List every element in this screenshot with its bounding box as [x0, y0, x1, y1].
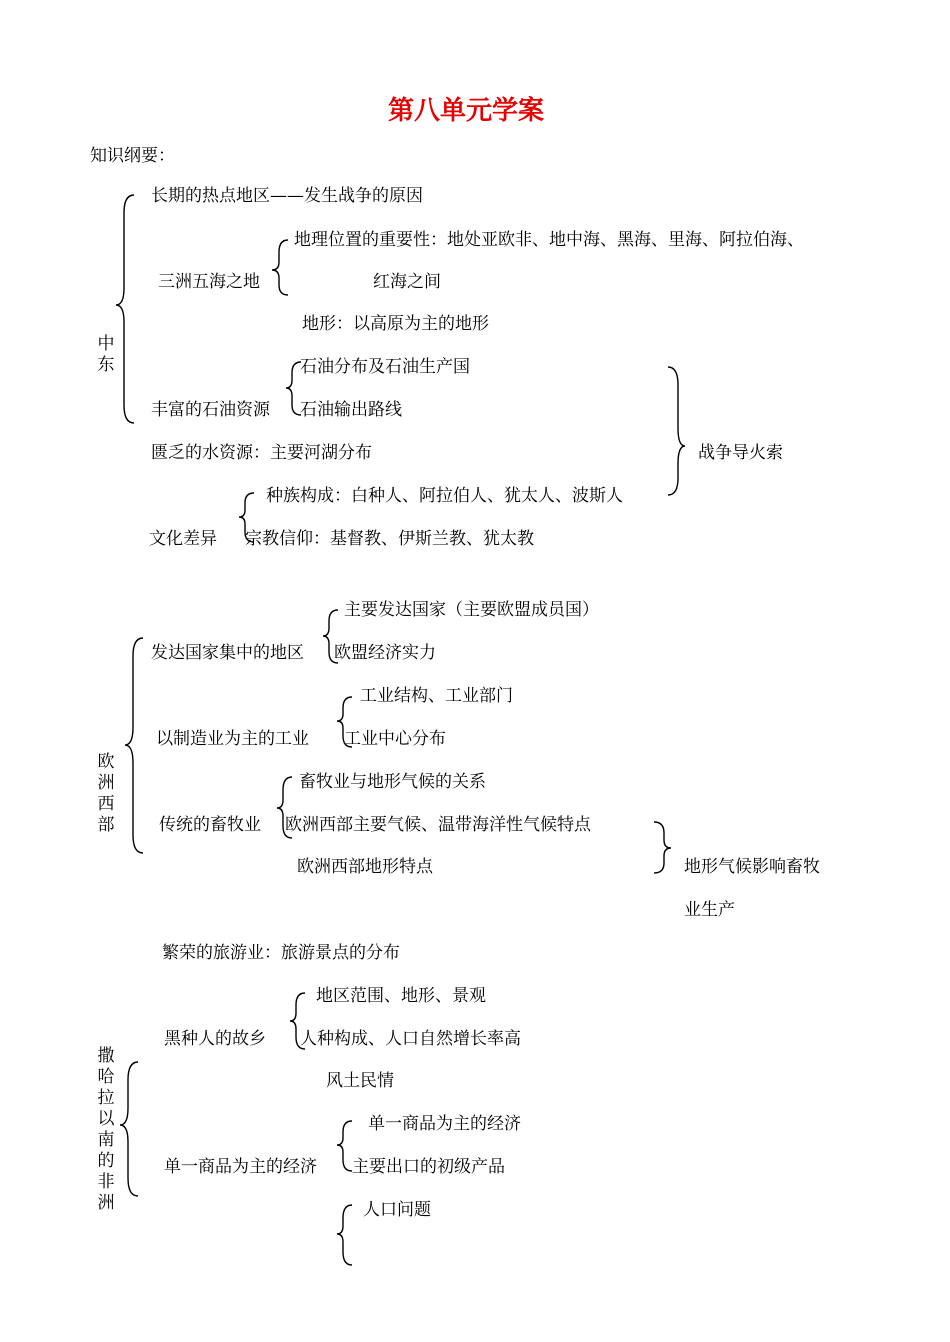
culture-label: 文化差异 — [149, 529, 217, 549]
location-line-1: 地理位置的重要性：地处亚欧非、地中海、黑海、里海、阿拉伯海、 — [294, 230, 804, 250]
population-brace — [337, 1205, 352, 1265]
middle-east-brace — [116, 195, 134, 423]
tourism-text: 繁荣的旅游业：旅游景点的分布 — [162, 943, 400, 963]
economy-item-2: 主要出口的初级产品 — [352, 1157, 505, 1177]
impact-line-1: 地形气候影响畜牧 — [684, 857, 820, 877]
war-brace — [668, 367, 685, 495]
culture-item-1: 种族构成：白种人、阿拉伯人、犹太人、波斯人 — [266, 486, 623, 506]
livestock-item-2: 欧洲西部主要气候、温带海洋性气候特点 — [285, 815, 591, 835]
industry-item-1: 工业结构、工业部门 — [360, 686, 513, 706]
developed-item-1: 主要发达国家（主要欧盟成员国） — [344, 600, 599, 620]
terrain-text: 地形：以高原为主的地形 — [302, 314, 489, 334]
livestock-item-3: 欧洲西部地形特点 — [297, 857, 433, 877]
home-item-2: 人种构成、人口自然增长率高 — [300, 1029, 521, 1049]
population-item-1: 人口问题 — [363, 1200, 431, 1220]
home-label: 黑种人的故乡 — [164, 1029, 266, 1049]
location-brace — [272, 240, 288, 295]
oil-item-1: 石油分布及石油生产国 — [300, 357, 470, 377]
industry-label: 以制造业为主的工业 — [156, 729, 309, 749]
livestock-label: 传统的畜牧业 — [159, 815, 261, 835]
industry-item-2: 工业中心分布 — [344, 729, 446, 749]
oil-item-2: 石油输出路线 — [300, 400, 402, 420]
water-text: 匮乏的水资源：主要河湖分布 — [151, 443, 372, 463]
war-label: 战争导火索 — [698, 443, 783, 463]
europe-label: 欧洲西部 — [97, 752, 115, 835]
impact-line-2: 业生产 — [684, 900, 735, 920]
africa-brace — [120, 1062, 138, 1196]
home-item-3: 风土民情 — [326, 1071, 394, 1091]
oil-brace — [286, 362, 301, 415]
middle-east-label: 中东 — [97, 334, 115, 375]
developed-item-2: 欧盟经济实力 — [334, 643, 436, 663]
location-line-2: 红海之间 — [373, 272, 441, 292]
developed-label: 发达国家集中的地区 — [151, 643, 304, 663]
page-title: 第八单元学案 — [388, 96, 545, 126]
economy-brace — [337, 1121, 352, 1171]
culture-item-2: 宗教信仰：基督教、伊斯兰教、犹太教 — [245, 529, 534, 549]
economy-item-1: 单一商品为主的经济 — [368, 1114, 521, 1134]
location-label: 三洲五海之地 — [158, 272, 260, 292]
oil-label: 丰富的石油资源 — [151, 400, 270, 420]
section-heading: 知识纲要： — [90, 146, 175, 166]
hotspot-text: 长期的热点地区——发生战争的原因 — [151, 186, 423, 206]
livestock-item-1: 畜牧业与地形气候的关系 — [299, 772, 486, 792]
home-item-1: 地区范围、地形、景观 — [316, 986, 486, 1006]
economy-label: 单一商品为主的经济 — [164, 1157, 317, 1177]
impact-brace — [654, 822, 671, 873]
africa-label: 撒哈拉以南的非洲 — [97, 1046, 115, 1213]
europe-brace — [125, 638, 143, 853]
